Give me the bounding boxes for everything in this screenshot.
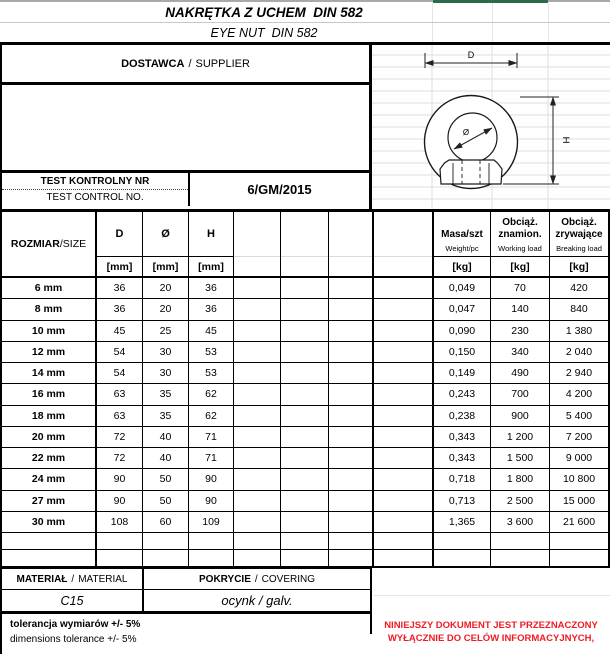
working-load-label: Obciąż. znamion.	[498, 217, 542, 240]
weight-cell: 0,343	[434, 427, 491, 447]
bore-cell: 35	[143, 384, 189, 404]
h-cell: 36	[189, 278, 234, 298]
empty-cell	[234, 384, 281, 404]
size-cell: 8 mm	[2, 299, 97, 319]
bore-cell: 60	[143, 512, 189, 532]
empty-cell	[97, 550, 143, 566]
empty-cell	[281, 512, 329, 532]
h-cell: 71	[189, 427, 234, 447]
empty-cell	[329, 342, 374, 362]
supplier-value-area	[2, 85, 369, 170]
eye-ring-inner	[448, 113, 497, 162]
empty-cell	[329, 491, 374, 511]
table-row	[2, 469, 608, 490]
empty-cell	[374, 533, 434, 549]
empty-cell	[234, 406, 281, 426]
d-cell: 63	[97, 384, 143, 404]
empty-cell	[281, 533, 329, 549]
material-covering-section	[0, 566, 372, 614]
empty-cell	[374, 448, 434, 468]
h-cell: 90	[189, 491, 234, 511]
empty-cell	[550, 550, 608, 566]
table-row	[2, 491, 608, 512]
breaking-load-cell: 1 380	[565, 324, 593, 337]
working-load-cell: 230	[491, 321, 550, 341]
supplier-label-pl: DOSTAWCA	[121, 57, 185, 70]
breaking-load-cell: 420	[570, 282, 588, 295]
d-label: D	[97, 212, 142, 257]
h-cell: 109	[189, 512, 234, 532]
material-header	[2, 569, 142, 590]
bore-cell: 50	[143, 469, 189, 489]
empty-cell	[234, 469, 281, 489]
empty-cell	[97, 533, 143, 549]
test-control-labels	[2, 173, 190, 206]
d-column-header	[97, 212, 143, 276]
weight-cell: 0,243	[434, 384, 491, 404]
empty-cell	[329, 363, 374, 383]
empty-column-header	[374, 212, 434, 276]
h-cell: 36	[189, 299, 234, 319]
nut-body	[440, 160, 502, 184]
empty-cell	[329, 533, 374, 549]
table-row	[2, 512, 608, 533]
weight-cell: 0,238	[434, 406, 491, 426]
empty-cell	[234, 278, 281, 298]
table-row	[2, 342, 608, 363]
bore-column-header	[143, 212, 189, 276]
bore-label: Ø	[143, 212, 188, 257]
test-control-label-en: TEST CONTROL NO.	[46, 191, 144, 203]
empty-cell	[329, 384, 374, 404]
weight-unit: [kg]	[434, 256, 490, 276]
breaking-load-cell: 7 200	[565, 430, 593, 443]
supplier-label-en: SUPPLIER	[195, 57, 250, 70]
label-separator: /	[188, 57, 192, 70]
empty-cell	[329, 448, 374, 468]
bore-dimension-label: Ø	[462, 128, 470, 137]
table-row	[2, 448, 608, 469]
d-unit: [mm]	[106, 260, 133, 273]
d-cell: 72	[97, 427, 143, 447]
tolerance-line-en: dimensions tolerance +/- 5%	[10, 634, 137, 645]
empty-cell	[234, 533, 281, 549]
empty-cell	[281, 550, 329, 566]
weight-cell: 0,049	[434, 278, 491, 298]
width-dimension-label: D	[467, 50, 475, 60]
empty-cell	[374, 299, 434, 319]
weight-cell: 0,047	[434, 299, 491, 319]
empty-cell	[143, 550, 189, 566]
material-label-en: MATERIAL	[78, 573, 128, 585]
table-row	[2, 363, 608, 384]
working-load-unit: [kg]	[491, 256, 549, 276]
bore-cell: 40	[143, 448, 189, 468]
supplier-header	[2, 45, 369, 85]
empty-cell	[281, 363, 329, 383]
table-row	[2, 278, 608, 299]
empty-cell	[281, 299, 329, 319]
working-load-cell: 1 500	[491, 448, 550, 468]
material-label-pl: MATERIAŁ	[16, 573, 68, 585]
covering-header	[144, 569, 370, 590]
h-cell: 62	[189, 384, 234, 404]
weight-cell: 1,365	[434, 512, 491, 532]
breaking-load-cell: 4 200	[565, 388, 593, 401]
working-load-cell: 70	[491, 278, 550, 298]
d-cell: 72	[97, 448, 143, 468]
h-cell: 62	[189, 406, 234, 426]
empty-cell	[329, 278, 374, 298]
empty-column-header	[234, 212, 281, 276]
breaking-load-unit: [kg]	[550, 256, 608, 276]
size-cell: 6 mm	[2, 278, 97, 298]
bore-cell: 35	[143, 406, 189, 426]
h-cell: 71	[189, 448, 234, 468]
empty-cell	[281, 491, 329, 511]
covering-value: ocynk / galv.	[221, 593, 293, 608]
d-cell: 90	[97, 469, 143, 489]
empty-cell	[329, 512, 374, 532]
bore-cell: 25	[143, 321, 189, 341]
empty-cell	[234, 342, 281, 362]
empty-cell	[281, 384, 329, 404]
empty-cell	[374, 512, 434, 532]
empty-column-header	[281, 212, 329, 276]
empty-cell	[234, 448, 281, 468]
working-load-cell: 340	[491, 342, 550, 362]
breaking-load-cell: 2 040	[565, 345, 593, 358]
weight-cell: 0,343	[434, 448, 491, 468]
bore-cell: 50	[143, 491, 189, 511]
size-cell: 16 mm	[2, 384, 97, 404]
table-row	[2, 406, 608, 427]
material-block	[2, 569, 144, 611]
empty-cell	[434, 550, 491, 566]
bore-cell: 20	[143, 299, 189, 319]
working-load-cell: 900	[491, 406, 550, 426]
working-load-cell: 3 600	[491, 512, 550, 532]
table-header	[2, 212, 608, 278]
breaking-load-cell: 9 000	[565, 452, 593, 465]
empty-cell	[329, 427, 374, 447]
empty-cell	[550, 533, 608, 549]
breaking-load-label: Obciąż. zrywające	[555, 217, 603, 240]
working-load-cell: 490	[491, 363, 550, 383]
table-row	[2, 384, 608, 405]
empty-column-header	[329, 212, 374, 276]
bore-cell: 30	[143, 363, 189, 383]
document-title-pl: NAKRĘTKA Z UCHEM DIN 582	[165, 4, 363, 20]
empty-cell	[281, 321, 329, 341]
empty-table-row	[2, 550, 608, 566]
working-load-cell: 1 800	[491, 469, 550, 489]
working-load-cell: 140	[491, 299, 550, 319]
size-spec-table	[0, 209, 610, 568]
height-dimension-label: H	[560, 136, 571, 144]
empty-cell	[234, 299, 281, 319]
size-column-header	[2, 212, 97, 276]
h-cell: 53	[189, 363, 234, 383]
covering-block	[144, 569, 370, 611]
h-unit: [mm]	[198, 260, 224, 273]
eye-nut-drawing	[372, 45, 610, 209]
empty-cell	[374, 384, 434, 404]
bore-cell: 30	[143, 342, 189, 362]
disclaimer-text	[374, 614, 608, 654]
weight-sublabel: Weight/pc	[445, 244, 479, 253]
weight-label: Masa/szt	[441, 228, 483, 240]
empty-cell	[281, 427, 329, 447]
empty-cell	[234, 427, 281, 447]
empty-cell	[143, 533, 189, 549]
covering-label-en: COVERING	[261, 573, 315, 585]
table-row	[2, 321, 608, 342]
d-cell: 63	[97, 406, 143, 426]
empty-cell	[329, 550, 374, 566]
empty-cell	[491, 550, 550, 566]
working-load-cell: 2 500	[491, 491, 550, 511]
size-cell: 12 mm	[2, 342, 97, 362]
empty-cell	[329, 469, 374, 489]
weight-column-header	[434, 212, 491, 276]
empty-cell	[329, 406, 374, 426]
table-row	[2, 427, 608, 448]
empty-cell	[434, 533, 491, 549]
breaking-load-cell: 5 400	[565, 409, 593, 422]
empty-cell	[374, 550, 434, 566]
label-separator: /	[254, 573, 258, 585]
empty-cell	[234, 363, 281, 383]
empty-cell	[2, 550, 97, 566]
working-load-cell: 700	[491, 384, 550, 404]
size-cell: 20 mm	[2, 427, 97, 447]
d-cell: 108	[97, 512, 143, 532]
tolerance-note	[0, 614, 372, 654]
empty-cell	[374, 427, 434, 447]
breaking-load-sublabel: Breaking load	[556, 244, 602, 253]
tolerance-line-pl: tolerancja wymiarów +/- 5%	[10, 619, 141, 630]
empty-cell	[2, 533, 97, 549]
d-cell: 45	[97, 321, 143, 341]
h-cell: 53	[189, 342, 234, 362]
working-load-cell: 1 200	[491, 427, 550, 447]
h-cell: 45	[189, 321, 234, 341]
empty-cell	[234, 491, 281, 511]
empty-cell	[234, 550, 281, 566]
empty-cell	[374, 469, 434, 489]
tolerance-right-border	[370, 614, 372, 634]
empty-cell	[281, 342, 329, 362]
size-cell: 24 mm	[2, 469, 97, 489]
label-separator: /	[71, 573, 75, 585]
empty-cell	[189, 533, 234, 549]
weight-cell: 0,090	[434, 321, 491, 341]
size-cell: 22 mm	[2, 448, 97, 468]
empty-cell	[189, 550, 234, 566]
bore-unit: [mm]	[152, 260, 179, 273]
empty-cell	[281, 406, 329, 426]
weight-cell: 0,718	[434, 469, 491, 489]
empty-cell	[281, 278, 329, 298]
empty-cell	[374, 406, 434, 426]
breaking-load-cell: 2 940	[565, 367, 593, 380]
empty-cell	[234, 321, 281, 341]
empty-cell	[329, 299, 374, 319]
document-title-en: EYE NUT DIN 582	[210, 25, 318, 40]
weight-cell: 0,149	[434, 363, 491, 383]
breaking-load-cell: 21 600	[562, 515, 596, 528]
size-cell: 10 mm	[2, 321, 97, 341]
size-cell: 14 mm	[2, 363, 97, 383]
gridline	[374, 595, 610, 596]
table-row	[2, 299, 608, 320]
h-label: H	[189, 212, 233, 257]
h-cell: 90	[189, 469, 234, 489]
weight-cell: 0,150	[434, 342, 491, 362]
test-control-row	[2, 170, 369, 206]
d-cell: 36	[97, 278, 143, 298]
empty-cell	[281, 448, 329, 468]
empty-cell	[374, 363, 434, 383]
bore-cell: 40	[143, 427, 189, 447]
size-cell: 18 mm	[2, 406, 97, 426]
bore-cell: 20	[143, 278, 189, 298]
h-column-header	[189, 212, 234, 276]
empty-cell	[374, 321, 434, 341]
size-header-pl: ROZMIAR	[10, 238, 60, 250]
d-cell: 54	[97, 342, 143, 362]
breaking-load-cell: 10 800	[562, 473, 596, 486]
empty-cell	[329, 321, 374, 341]
empty-cell	[374, 278, 434, 298]
material-value: C15	[60, 593, 84, 608]
covering-label-pl: POKRYCIE	[199, 573, 251, 585]
breaking-load-cell: 840	[570, 303, 588, 316]
test-control-label-pl: TEST KONTROLNY NR	[2, 174, 188, 190]
empty-cell	[374, 491, 434, 511]
breaking-load-cell: 15 000	[562, 494, 596, 507]
size-cell: 30 mm	[2, 512, 97, 532]
working-load-column-header	[491, 212, 550, 276]
empty-cell	[281, 469, 329, 489]
disclaimer-line-1: NINIEJSZY DOKUMENT JEST PRZEZNACZONY	[384, 620, 598, 631]
empty-cell	[491, 533, 550, 549]
empty-cell	[234, 512, 281, 532]
empty-cell	[374, 342, 434, 362]
size-cell: 27 mm	[2, 491, 97, 511]
working-load-sublabel: Working load	[498, 244, 542, 253]
supplier-panel	[0, 45, 372, 209]
d-cell: 54	[97, 363, 143, 383]
d-cell: 36	[97, 299, 143, 319]
test-control-number: 6/GM/2015	[247, 182, 312, 197]
size-header-en: /SIZE	[59, 238, 87, 250]
disclaimer-line-2: WYŁĄCZNIE DO CELÓW INFORMACYJNYCH,	[387, 633, 595, 644]
empty-table-row	[2, 533, 608, 550]
d-cell: 90	[97, 491, 143, 511]
breaking-load-column-header	[550, 212, 608, 276]
weight-cell: 0,713	[434, 491, 491, 511]
